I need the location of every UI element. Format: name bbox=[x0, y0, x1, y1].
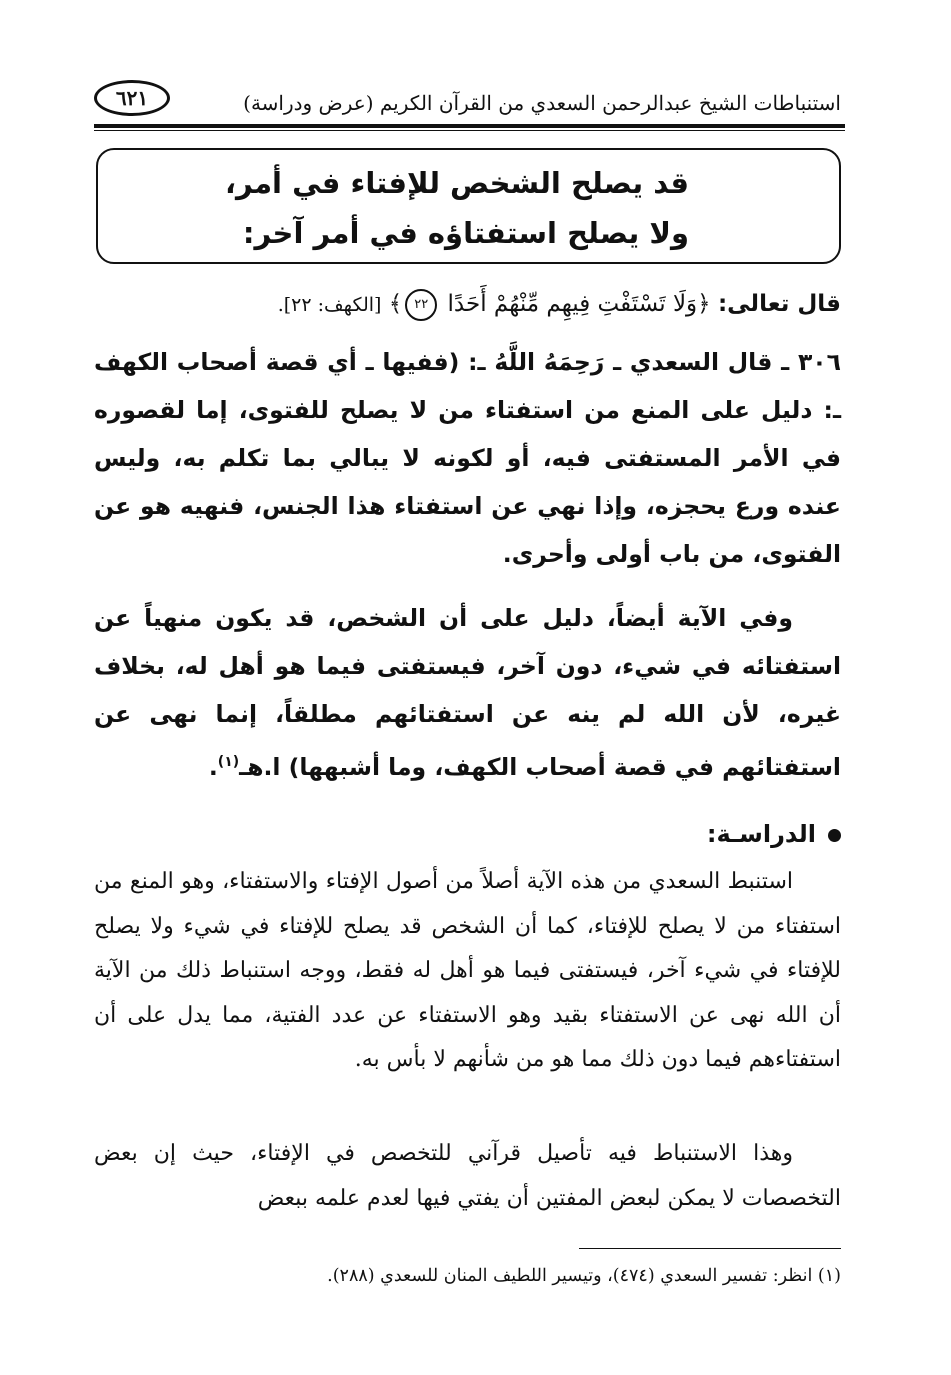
quote-paragraph-1-text: ٣٠٦ ـ قال السعدي ـ رَحِمَهُ اللَّهُ ـ: (ففيها ـ أي قصة أصحاب الكهف ـ: دليل على المنع من استفتاء من لا يصلح للفتوى، إما لقصوره في الأمر المستفتى فيه، أو لكونه لا يبالي بما تكلم به، وليس عنده ورع يحجزه، وإذا نهي عن استفتاء هذا الجنس، فنهيه هو عن الفتوى، من باب أولى وأحرى. bbox=[94, 348, 841, 568]
section-title-line-1: قد يصلح الشخص للإفتاء في أمر، bbox=[225, 166, 689, 200]
footnote: (١) انظر: تفسير السعدي (٤٧٤)، وتيسير اللطيف المنان للسعدي (٢٨٨). bbox=[327, 1266, 841, 1286]
quote-paragraph-2-end: . bbox=[208, 753, 218, 781]
verse-reference: [الكهف: ٢٢]. bbox=[277, 294, 382, 316]
footnote-rule bbox=[579, 1248, 841, 1249]
quran-verse bbox=[96, 282, 841, 326]
verse-close-bracket: ﴾ bbox=[388, 291, 403, 317]
quote-paragraph-1 bbox=[94, 338, 841, 578]
footnote-reference[interactable]: (١) bbox=[217, 754, 240, 770]
section-title-box bbox=[96, 148, 841, 264]
study-paragraph-2 bbox=[94, 1132, 841, 1221]
verse-open-bracket: ﴿ bbox=[697, 291, 711, 317]
section-title-line-2: ولا يصلح استفتاؤه في أمر آخر: bbox=[242, 216, 689, 250]
running-header-title: استنباطات الشيخ عبدالرحمن السعدي من القرآن الكريم (عرض ودراسة) bbox=[243, 91, 841, 115]
verse-text: وَلَا تَسْتَفْتِ فِيهِم مِّنْهُمْ أَحَدًا bbox=[447, 291, 698, 317]
verse-lead: قال تعالى: bbox=[717, 291, 841, 317]
study-heading-text: الدراسـة: bbox=[706, 820, 816, 848]
bullet-icon bbox=[828, 829, 841, 842]
study-heading bbox=[707, 812, 841, 856]
quote-paragraph-2-text: وفي الآية أيضاً، دليل على أن الشخص، قد يكون منهياً عن استفتائه في شيء، دون آخر، فيستفتى فيما هو أهل له، بخلاف غيره، لأن الله لم ينه عن استفتائهم مطلقاً، إنما نهى عن استفتائهم في قصة أصحاب الكهف، وما أشبهها) ا.هـ bbox=[94, 604, 841, 781]
page-number-badge: ٦٢١ bbox=[94, 80, 170, 116]
study-paragraph-1-text: استنبط السعدي من هذه الآية أصلاً من أصول الإفتاء والاستفتاء، وهو المنع من استفتاء من لا يصلح للإفتاء، كما أن الشخص قد يصلح للإفتاء في شيء ولا يصلح للإفتاء في شيء آخر، فيستفتى فيما هو أهل له فقط، ووجه استنباط ذلك من الآية أن الله نهى عن الاستفتاء بقيد وهو الاستفتاء عن عدد الفتية، مما يدل على أن استفتاءهم فيما دون ذلك مما هو من شأنهم لا بأس به. bbox=[94, 869, 841, 1072]
study-paragraph-1 bbox=[94, 860, 841, 1083]
study-paragraph-2-text: وهذا الاستنباط فيه تأصيل قرآني للتخصص في الإفتاء، حيث إن بعض التخصصات لا يمكن لبعض المفتين أن يفتي فيها لعدم علمه ببعض bbox=[94, 1141, 841, 1211]
header-rule bbox=[94, 124, 845, 131]
quote-paragraph-2 bbox=[94, 594, 841, 791]
ayah-number-icon: ٢٢ bbox=[405, 289, 437, 321]
